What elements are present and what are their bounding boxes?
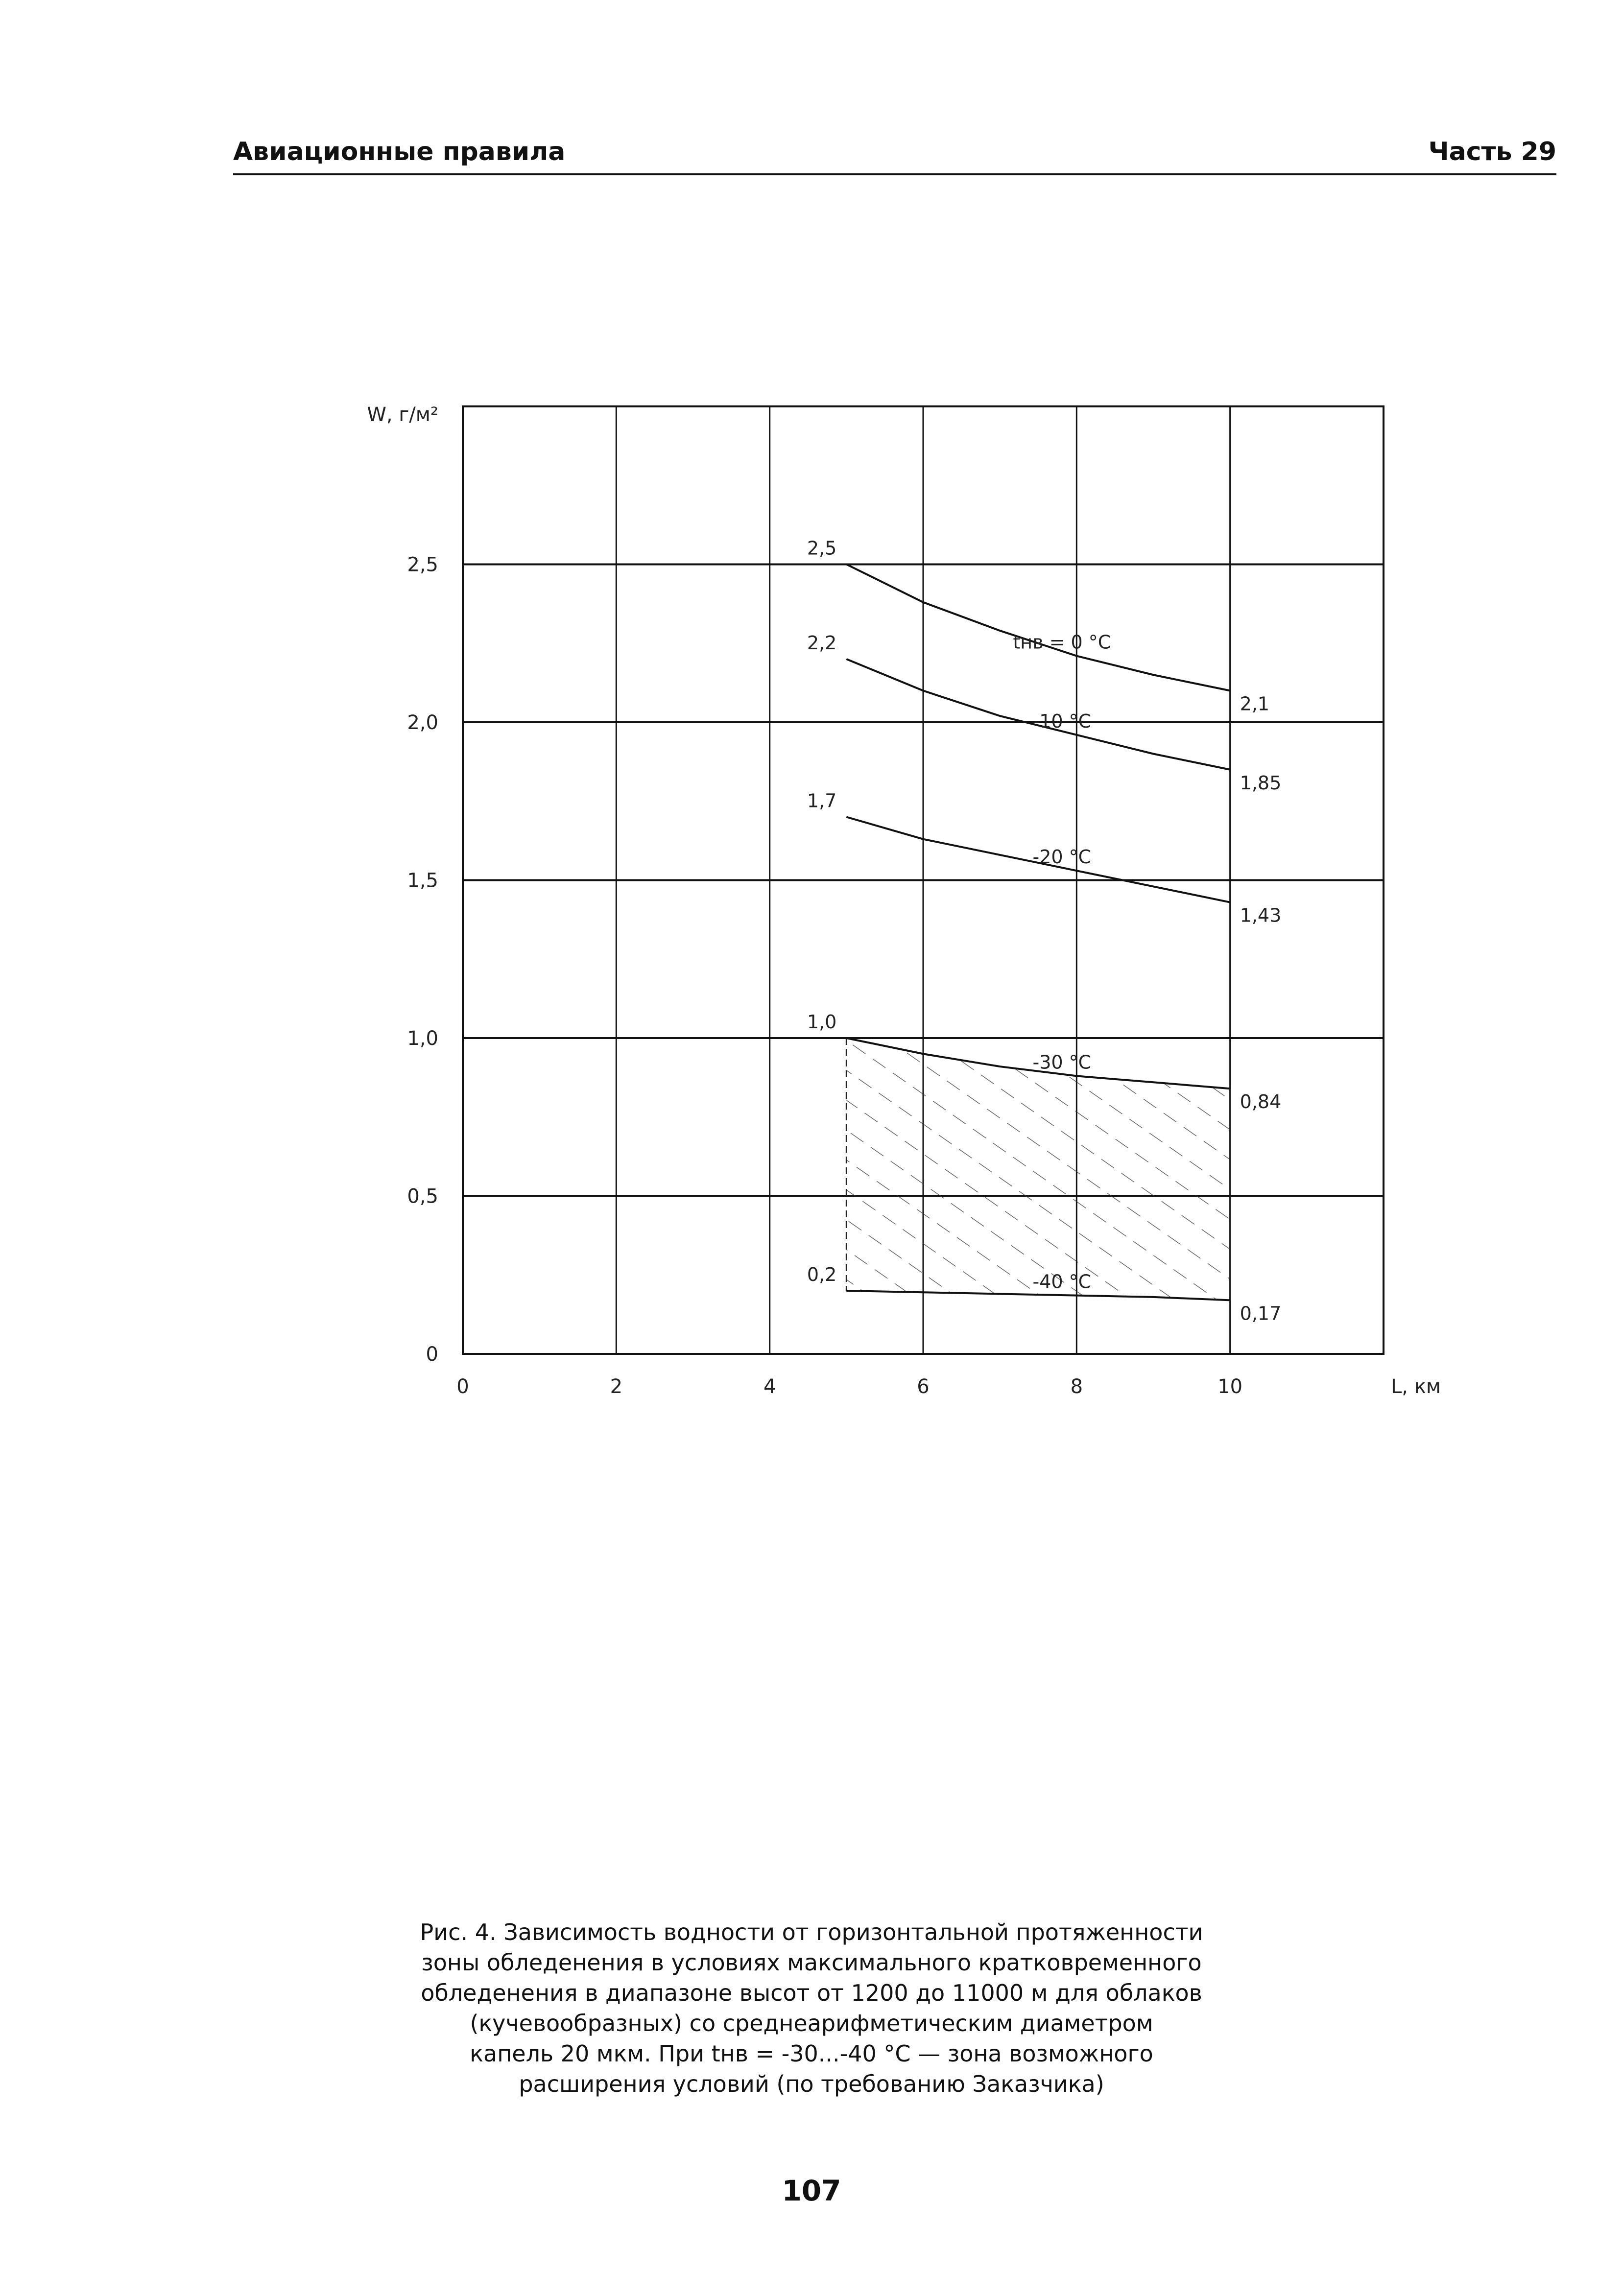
series-name-label: tнв = 0 °C	[1013, 631, 1111, 653]
caption-line: (кучевообразных) со среднеарифметическим диаметром	[470, 2010, 1153, 2036]
y-tick-label: 0	[426, 1343, 438, 1366]
running-header-part: Часть 29	[1428, 137, 1556, 166]
page-number: 107	[782, 2174, 841, 2207]
series-start-label: 2,2	[807, 632, 837, 654]
caption-line: капель 20 мкм. При tнв = -30...-40 °С — зона возможного	[470, 2040, 1153, 2067]
series-start-label: 1,7	[807, 790, 837, 812]
series-end-label: 2,1	[1240, 693, 1270, 715]
series-end-label: 1,43	[1240, 904, 1282, 926]
y-tick-label: 0,5	[407, 1185, 438, 1208]
x-tick-label: 2	[610, 1375, 623, 1398]
series-name-label: -20 °C	[1032, 846, 1092, 868]
series-start-label: 1,0	[807, 1011, 837, 1033]
x-tick-label: 4	[763, 1375, 776, 1398]
series-end-label: 0,84	[1240, 1091, 1282, 1113]
series-end-label: 0,17	[1240, 1302, 1282, 1325]
x-tick-label: 6	[917, 1375, 930, 1398]
series-line	[846, 565, 1230, 691]
x-tick-label: 10	[1217, 1375, 1243, 1398]
caption-line: Рис. 4. Зависимость водности от горизонтальной протяженности	[420, 1919, 1203, 1945]
figure-caption	[420, 1917, 1203, 2099]
x-tick-label: 8	[1070, 1375, 1083, 1398]
series-start-label: 2,5	[807, 537, 837, 559]
caption-line: зоны обледенения в условиях максимального кратковременного	[421, 1949, 1202, 1976]
y-tick-label: 2,0	[407, 711, 438, 734]
series-name-label: -30 °C	[1032, 1051, 1092, 1073]
series-name-label: -10 °C	[1032, 710, 1092, 732]
y-tick-label: 1,0	[407, 1027, 438, 1050]
y-axis-label: W, г/м²	[367, 403, 438, 426]
series-start-label: 0,2	[807, 1264, 837, 1285]
running-header-title: Авиационные правила	[233, 137, 566, 166]
y-tick-label: 1,5	[407, 869, 438, 892]
x-tick-label: 0	[456, 1375, 469, 1398]
caption-line: обледенения в диапазоне высот от 1200 до 11000 м для облаков	[421, 1980, 1202, 2006]
x-axis-label: L, км	[1391, 1375, 1441, 1398]
series-end-label: 1,85	[1240, 772, 1282, 794]
hatched-extension-zone	[846, 1038, 1230, 1300]
y-tick-label: 2,5	[407, 553, 438, 576]
caption-line: расширения условий (по требованию Заказчика)	[519, 2071, 1104, 2097]
series-name-label: -40 °C	[1032, 1271, 1092, 1293]
